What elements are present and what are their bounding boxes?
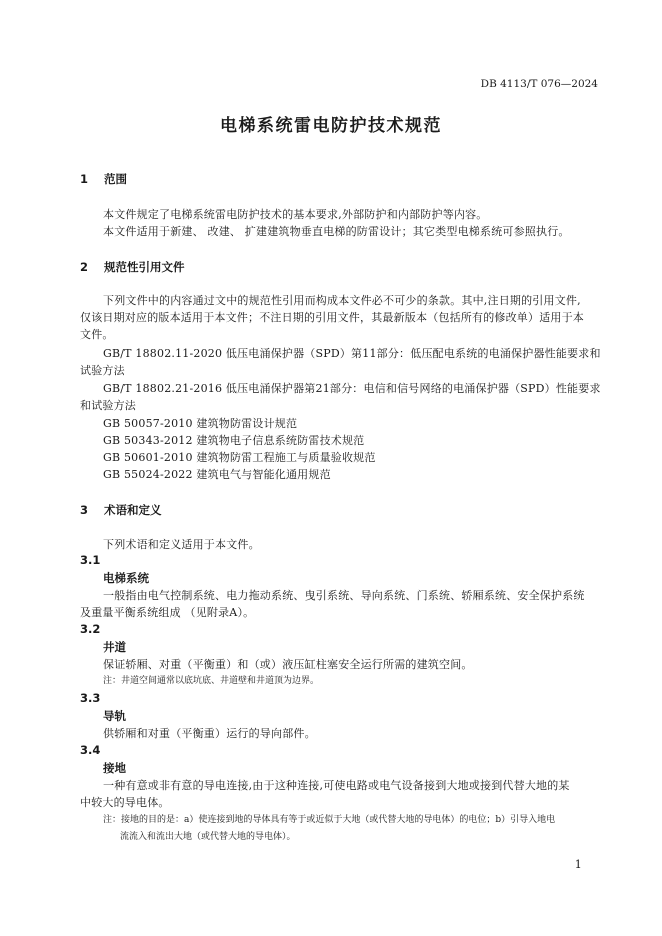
reference-item: GB/T 18802.21-2016 低压电涌保护器第21部分：电信和信号网络的电涌保护器（SPD）性能要求	[103, 382, 601, 395]
reference-item: GB 50601-2010 建筑物防雷工程施工与质量验收规范	[103, 451, 376, 464]
section-title: 范围	[104, 172, 128, 186]
section-number: 3	[80, 503, 89, 517]
term-definition: 一般指由电气控制系统、电力拖动系统、曳引系统、导向系统、门系统、轿厢系统、安全保护系统	[103, 589, 585, 602]
term-definition: 供轿厢和对重（平衡重）运行的导向部件。	[103, 727, 316, 740]
paragraph-line: 下列文件中的内容通过文中的规范性引用而构成本文件必不可少的条款。其中,注日期的引用文件,	[103, 294, 581, 307]
term-name: 井道	[103, 640, 126, 654]
section-number: 1	[80, 172, 89, 186]
reference-item: GB 50343-2012 建筑物电子信息系统防雷技术规范	[103, 434, 365, 447]
term-definition: 保证轿厢、对重（平衡重）和（或）液压缸柱塞安全运行所需的建筑空间。	[103, 658, 473, 671]
reference-item: GB 55024-2022 建筑电气与智能化通用规范	[103, 468, 331, 481]
section-1-heading	[80, 171, 127, 187]
reference-item-cont: 和试验方法	[80, 399, 136, 412]
term-note-cont: 流流入和流出大地（或代替大地的导电体）。	[120, 832, 296, 842]
term-definition: 一种有意或非有意的导电连接,由于这种连接,可使电路或电气设备接到大地或接到代替大地的某	[103, 779, 570, 792]
term-number: 3.1	[80, 553, 101, 567]
header-standard-number: DB 4113/T 076—2024	[480, 78, 598, 90]
paragraph-line: 仅该日期对应的版本适用于本文件；不注日期的引用文件，其最新版本（包括所有的修改单）适用于本	[80, 311, 584, 324]
reference-item: GB 50057-2010 建筑物防雷设计规范	[103, 417, 298, 430]
paragraph: 下列术语和定义适用于本文件。	[103, 538, 260, 551]
term-number: 3.4	[80, 743, 101, 757]
reference-item-cont: 试验方法	[80, 364, 125, 377]
section-title: 规范性引用文件	[104, 260, 185, 274]
term-number: 3.3	[80, 691, 101, 705]
term-number: 3.2	[80, 622, 101, 636]
document-title: 电梯系统雷电防护技术规范	[220, 116, 442, 136]
term-name: 电梯系统	[103, 571, 149, 585]
reference-item: GB/T 18802.11-2020 低压电涌保护器（SPD）第11部分：低压配电系统的电涌保护器性能要求和	[103, 347, 601, 360]
term-note: 注：接地的目的是：a）使连接到地的导体具有等于或近似于大地（或代替大地的导电体）的电位；b）引导入地电	[103, 815, 556, 825]
section-number: 2	[80, 260, 89, 274]
term-definition-cont: 中较大的导电体。	[80, 796, 170, 809]
paragraph-line: 文件。	[80, 328, 114, 341]
term-note: 注：井道空间通常以底坑底、井道壁和井道顶为边界。	[103, 676, 320, 686]
term-definition-cont: 及重量平衡系统组成 （见附录A）。	[80, 606, 255, 619]
paragraph: 本文件适用于新建、 改建、 扩建建筑物垂直电梯的防雷设计；其它类型电梯系统可参照执行。	[103, 225, 570, 238]
section-title: 术语和定义	[104, 503, 162, 517]
section-3-heading	[80, 502, 162, 518]
term-name: 导轨	[103, 709, 126, 723]
paragraph: 本文件规定了电梯系统雷电防护技术的基本要求,外部防护和内部防护等内容。	[103, 208, 488, 221]
page-number: 1	[574, 858, 582, 871]
term-name: 接地	[103, 761, 126, 775]
section-2-heading	[80, 259, 185, 275]
